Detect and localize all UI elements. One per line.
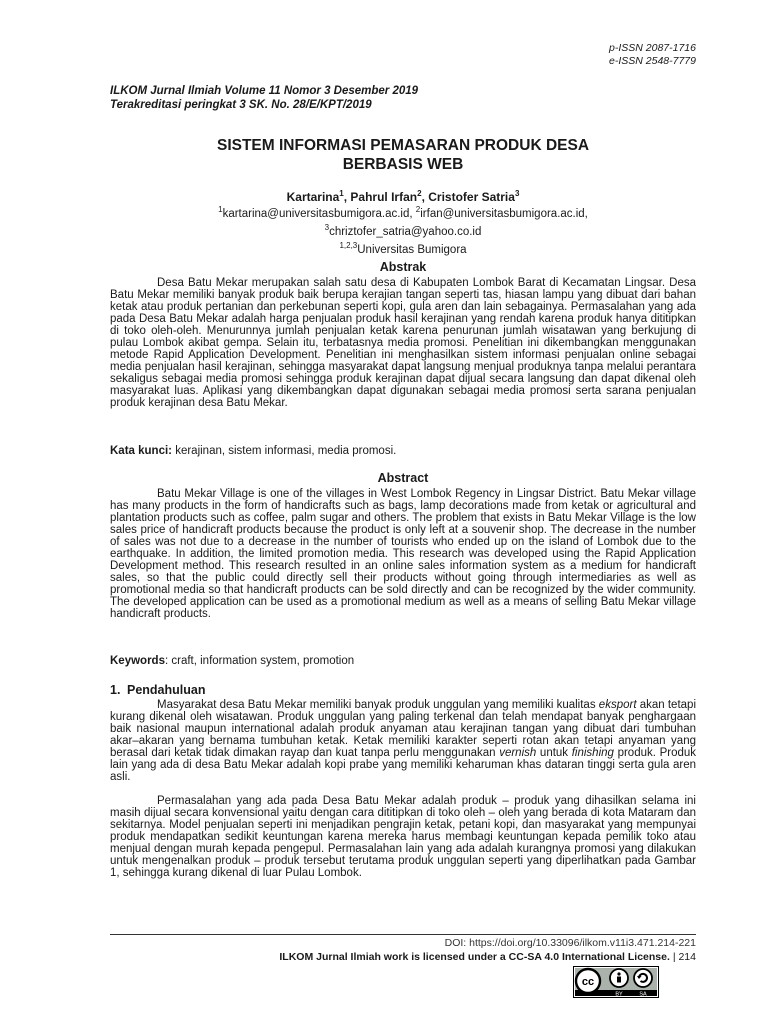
abstrak-heading: Abstrak	[379, 260, 427, 274]
email-1-marker: 1	[218, 205, 223, 214]
abstract-keywords-value: : craft, information system, promotion	[164, 655, 355, 667]
institution-marker: 1,2,3	[339, 240, 358, 250]
doi-link[interactable]: DOI: https://doi.org/10.33096/ilkom.v11i3.471.214-221	[444, 937, 696, 949]
email-line	[110, 203, 696, 221]
abstract-body	[110, 488, 696, 620]
cc-by-sa-badge-icon[interactable]	[573, 966, 659, 998]
email-3-marker: 3	[324, 222, 330, 232]
institution: Universitas Bumigora	[357, 243, 467, 256]
email-line-2	[110, 221, 696, 239]
paper-title-line-2: BERBASIS WEB	[342, 156, 464, 173]
abstract-text: Batu Mekar Village is one of the villages in West Lombok Regency in Lingsar District. Batu Mekar village has many products in the form of handicrafts such as bags, lamp decorations made from ketak or agricultural and plantation products such as coffee, palm sugar and others. The problem that exists in Batu Mekar Village is the low sales price of handicraft products because the product is only left at a souvenir shop. The decrease in the number of sales was not due to a decrease in the number of tourists who ended up on the island of Lombok due to the earthquake. In addition, the limited promotion media. This research was developed using the Rapid Application Development method. This research resulted in an online sales information system as a medium for handicraft sales, so that the public could directly sell their products without going through intermediaries as well as promotional media so that handicraft products can be sold directly and can be recognized by the wider community. The developed application can be used as a promotional medium as well as a means of selling Batu Mekar village handicraft products.	[110, 488, 696, 620]
paper-title	[110, 136, 696, 174]
abstrak-keywords	[110, 445, 696, 458]
intro-p1-italic-eksport: eksport	[598, 699, 637, 711]
author-separator: ,	[421, 190, 429, 204]
abstrak-keywords-label: Kata kunci:	[110, 445, 172, 457]
affiliations	[110, 203, 696, 256]
abstrak-text: Desa Batu Mekar merupakan salah satu desa di Kabupaten Lombok Barat di Kecamatan Lingsar. Desa Batu Mekar memiliki banyak produk baik berupa kerajian tangan seperti tas, hiasan lampu yang dibuat dari bahan ketak atau produk pertanian dan perkebunan seperti kopi, gula aren dan lain sebagainya. Permasalahan yang ada pada Desa Batu Mekar adalah harga penjualan produk hasil kerajinan yang rendah karena produk hanya dititipkan di toko oleh-oleh. Menurunnya jumlah penjualan ketak karena penurunan jumlah wisatawan yang berkujung di pulau Lombok akibat gempa. Selain itu, terbatasnya media promosi. Penelitian ini dikembangkan menggunakan metode Rapid Application Development. Penelitian ini menghasilkan sistem informasi penjualan online sebagai media penjualan hasil kerajinan, sehingga masyarakat dapat langsung menjual produknya tanpa melalui perantara sekaligus sebagai media promosi sehingga produk kerajinan dapat dijual secara langsung dan dapat dikenal oleh masyarakat luas. Aplikasi yang dikembangkan dapat digunakan sebagai media promosi serta sarana penjualan produk kerajinan desa Batu Mekar.	[110, 277, 696, 409]
journal-volume-line: ILKOM Jurnal Ilmiah Volume 11 Nomor 3 Desember 2019	[110, 85, 419, 97]
intro-paragraph-2	[110, 795, 696, 879]
author-2: Pahrul Irfan	[350, 190, 418, 204]
email-3: chriztofer_satria@yahoo.co.id	[329, 225, 482, 238]
journal-header	[110, 84, 418, 112]
email-2-marker: 2	[415, 205, 421, 214]
intro-p1-text-g: produk. Produk lain yang ada di desa Batu Mekar adalah kopi prabe yang memiliki keharuman khas dataran tinggi serta gula aren asli.	[110, 747, 697, 783]
email-1: kartarina@universitasbumigora.ac.id,	[222, 207, 416, 220]
author-1: Kartarina	[286, 190, 340, 204]
issn-block	[609, 42, 696, 68]
cc-sa-label: SA	[639, 991, 647, 998]
intro-p1-italic-vernish: vernish	[499, 747, 537, 759]
intro-p1-text-e: untuk	[536, 747, 572, 759]
author-1-affil: 1	[339, 189, 344, 198]
license-text[interactable]: ILKOM Jurnal Ilmiah work is licensed under a CC-SA 4.0 International License.	[279, 951, 670, 963]
intro-paragraph-1	[110, 699, 696, 783]
print-issn: p-ISSN 2087-1716	[609, 42, 696, 54]
intro-p1-italic-finishing: finishing	[571, 747, 614, 759]
license-line	[279, 951, 696, 963]
svg-text:cc: cc	[581, 976, 595, 988]
abstract-keywords	[110, 655, 696, 668]
cc-logo-icon	[576, 969, 600, 993]
author-2-affil: 2	[417, 189, 422, 198]
abstract-heading: Abstract	[377, 471, 429, 485]
footer-divider	[110, 934, 696, 935]
intro-p2-text: Permasalahan yang ada pada Desa Batu Mekar adalah produk – produk yang dihasilkan selama ini masih dijual secara konvensional yaitu dengan cara dititipkan di toko oleh – oleh yang berada di kota Mataram dan sekitarnya. Model penjualan seperti ini menjadikan pengrajin ketak, petani kopi, dan masyarakat yang mempunyai produk mendapatkan sedikit keuntungan karena mereka harus membagi keuntungan kepada pemilik toko atau menjual dengan murah kepada pengepul. Permasalahan lain yang ada adalah kurangnya promosi yang dilakukan untuk mengenalkan produk – produk tersebut terutama produk unggulan seperti yang diperlihatkan pada Gambar 1, sehingga kurang dikenal di luar Pulau Lombok.	[110, 795, 696, 879]
abstrak-body	[110, 277, 696, 409]
abstrak-keywords-value: kerajinan, sistem informasi, media promosi.	[172, 445, 397, 457]
journal-accreditation-line: Terakreditasi peringkat 3 SK. No. 28/E/KPT/2019	[110, 99, 372, 111]
cc-by-label: BY	[615, 991, 623, 998]
institution-line	[110, 239, 696, 257]
intro-p1-text-a: Masyarakat desa Batu Mekar memiliki banyak produk unggulan yang memiliki kualitas	[157, 699, 599, 711]
author-3: Cristofer Satria	[428, 190, 515, 204]
share-alike-icon	[634, 969, 652, 987]
electronic-issn: e-ISSN 2548-7779	[609, 55, 696, 67]
email-2: irfan@universitasbumigora.ac.id,	[420, 207, 588, 220]
author-3-affil: 3	[514, 189, 520, 198]
attribution-icon	[610, 969, 628, 987]
abstract-keywords-label: Keywords	[110, 655, 165, 667]
author-separator: ,	[343, 190, 351, 204]
page-number: | 214	[669, 951, 696, 963]
section-heading	[110, 683, 205, 697]
section-title: Pendahuluan	[127, 683, 206, 697]
section-number: 1.	[110, 683, 121, 697]
paper-title-line-1: SISTEM INFORMASI PEMASARAN PRODUK DESA	[216, 137, 590, 154]
intro-p1-text-c: akan tetapi kurang dikenal oleh wisatawan. Produk unggulan yang paling terkenal dan telah mendapat banyak penghargaan baik nasional maupun international adalah produk anyaman atau kerajinan tangan yang dibuat dari tumbuhan akar–akaran yang bernama tumbuhan ketak. Ketak memiliki karakter seperti rotan akan tetapi anyaman yang berasal dari ketak tidak dimakan rayap dan kuat tanpa perlu menggunakan	[110, 699, 696, 759]
